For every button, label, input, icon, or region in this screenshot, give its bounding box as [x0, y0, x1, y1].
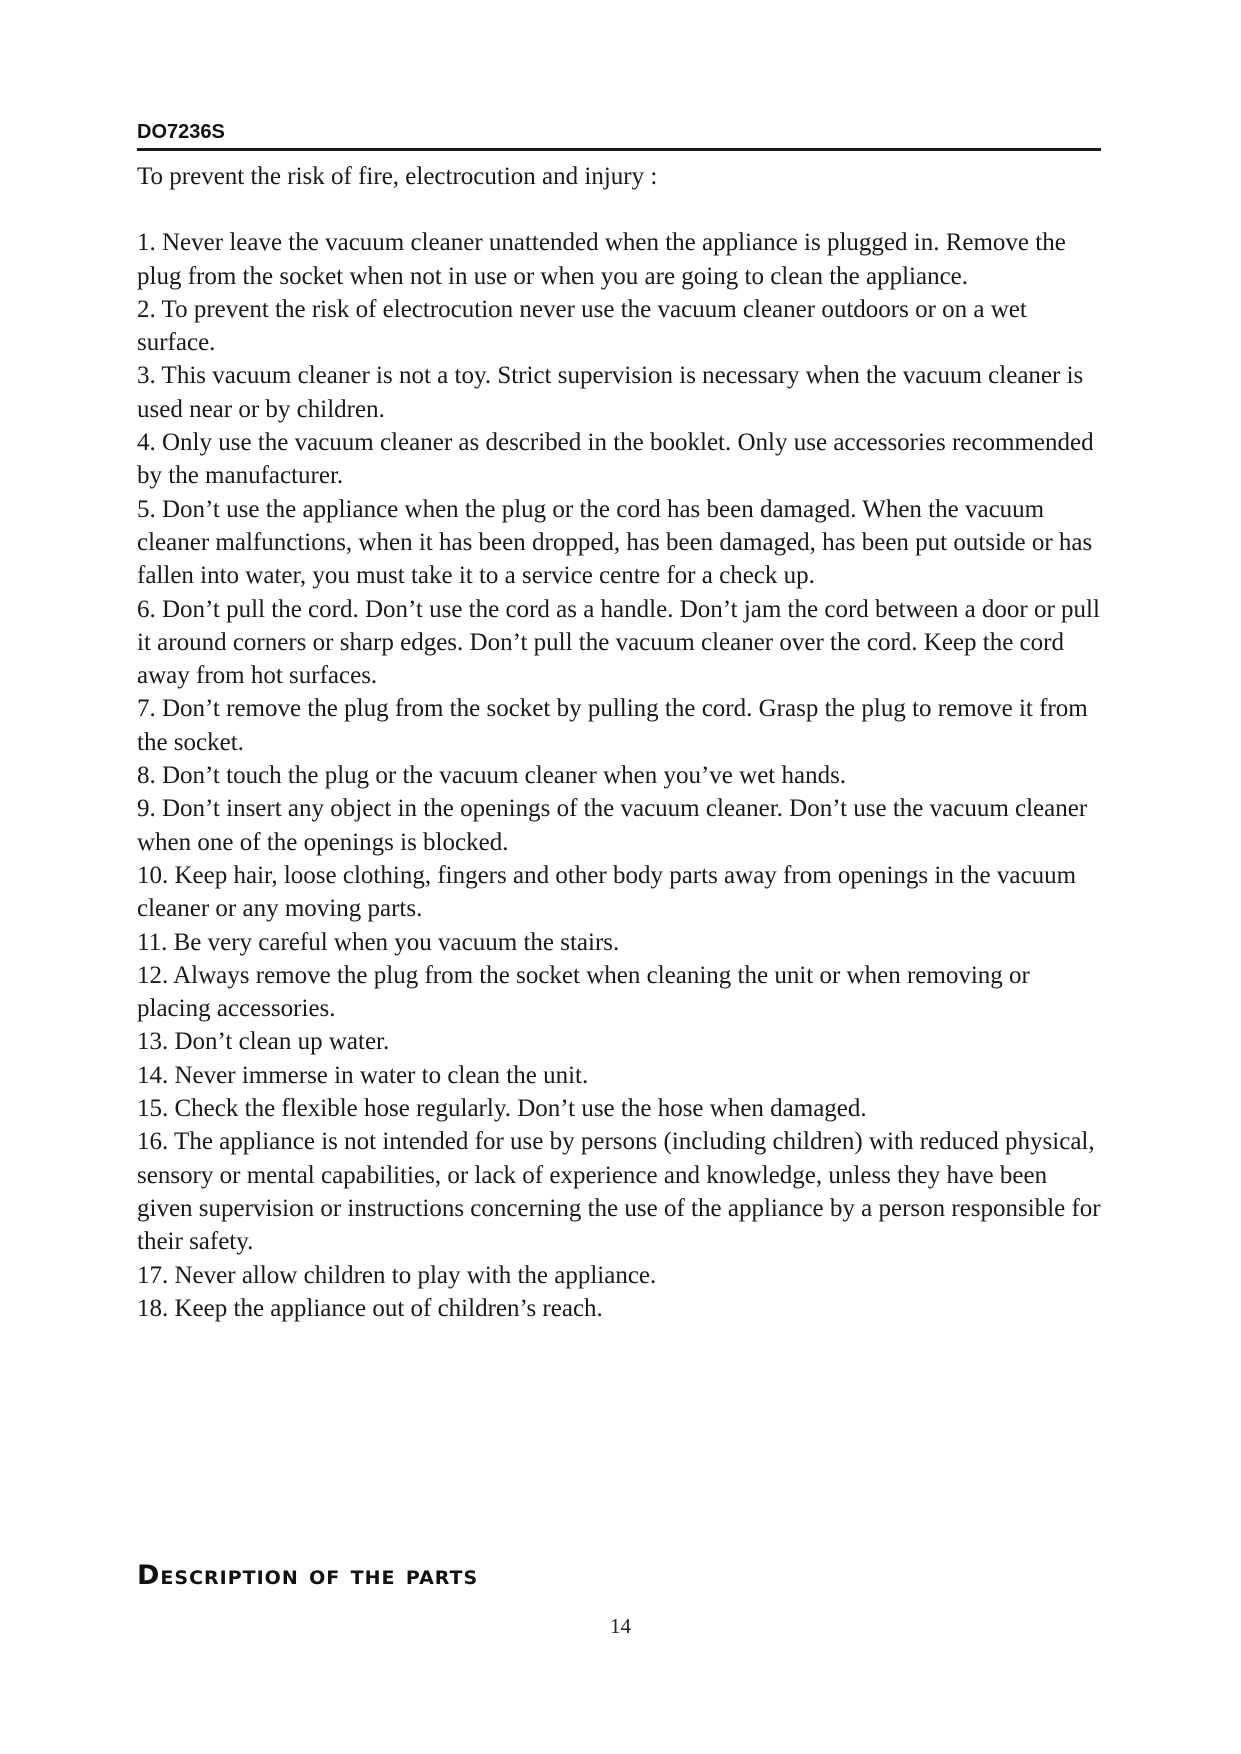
list-item: 8. Don’t touch the plug or the vacuum cleaner when you’ve wet hands. — [137, 762, 847, 790]
list-item: 4. Only use the vacuum cleaner as described in the booklet. Only use accessories recommended by the manufacturer. — [137, 429, 1094, 490]
model-number: DO7236S — [137, 121, 225, 143]
instruction-list — [137, 226, 1101, 1325]
list-item: 17. Never allow children to play with the appliance. — [137, 1261, 657, 1289]
list-item: 3. This vacuum cleaner is not a toy. Strict supervision is necessary when the vacuum cleaner is used near or by children. — [137, 362, 1084, 423]
list-item: 15. Check the flexible hose regularly. Don’t use the hose when damaged. — [137, 1095, 867, 1123]
page-header — [137, 120, 1101, 151]
list-item: 2. To prevent the risk of electrocution never use the vacuum cleaner outdoors or on a wet surface. — [137, 295, 1027, 357]
list-item: 5. Don’t use the appliance when the plug or the cord has been damaged. When the vacuum cleaner malfunctions, when it has been dropped, has been damaged, has been put outside or has fallen into water, you must take it to a service centre for a check up. — [137, 495, 1093, 590]
list-item: 7. Don’t remove the plug from the socket by pulling the cord. Grasp the plug to remove it from the socket. — [137, 695, 1088, 756]
header-rule — [137, 148, 1101, 151]
list-item: 1. Never leave the vacuum cleaner unattended when the appliance is plugged in. Remove the plug from the socket when not in use or when you are going to clean the appliance. — [137, 229, 1066, 290]
intro-text: To prevent the risk of fire, electrocution and injury : — [137, 163, 658, 190]
list-item: 14. Never immerse in water to clean the unit. — [137, 1061, 589, 1089]
list-item: 18. Keep the appliance out of children’s reach. — [137, 1294, 603, 1322]
page-number: 14 — [610, 1614, 631, 1638]
list-item: 16. The appliance is not intended for use by persons (including children) with reduced physical, sensory or mental capabilities, or lack of experience and knowledge, unless they have been given supervision or instructions concerning the use of the appliance by a person responsible for their safety. — [137, 1128, 1101, 1256]
list-item: 11. Be very careful when you vacuum the stairs. — [137, 928, 620, 956]
safety-instructions — [137, 160, 1101, 1325]
list-item: 9. Don’t insert any object in the openings of the vacuum cleaner. Don’t use the vacuum cleaner when one of the openings is blocked. — [137, 795, 1088, 856]
section-title: Description of the parts — [137, 1560, 479, 1591]
list-item: 13. Don’t clean up water. — [137, 1028, 390, 1056]
list-item: 6. Don’t pull the cord. Don’t use the cord as a handle. Don’t jam the cord between a door or pull it around corners or sharp edges. Don’t pull the vacuum cleaner over the cord. Keep the cord away from hot surfaces. — [137, 595, 1100, 690]
list-item: 10. Keep hair, loose clothing, fingers and other body parts away from openings in the vacuum cleaner or any moving parts. — [137, 861, 1077, 923]
list-item: 12. Always remove the plug from the socket when cleaning the unit or when removing or placing accessories. — [137, 961, 1030, 1023]
